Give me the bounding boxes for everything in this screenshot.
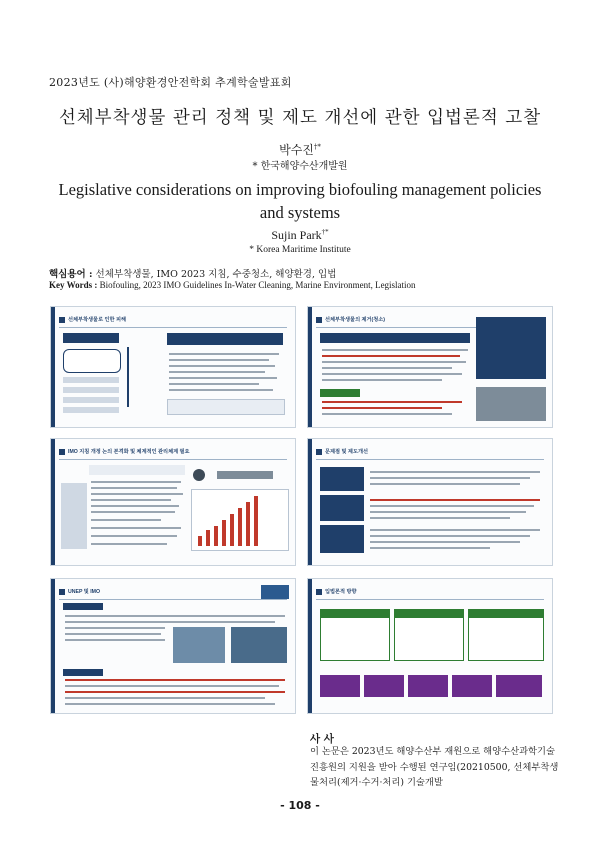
slide-bullet-icon bbox=[316, 449, 322, 455]
affiliation-ko: * 한국해양수산개발원 bbox=[252, 161, 348, 172]
author-ko bbox=[0, 141, 600, 158]
acknowledgement-body: 이 논문은 2023년도 해양수산부 재원으로 해양수산과학기술진흥원의 지원을 받아 수행된 연구임(20210500, 선체부착생물처리(제거·수거·처리) 기술개발 bbox=[310, 746, 559, 788]
diagram-box bbox=[167, 333, 283, 345]
tag bbox=[63, 603, 103, 610]
diagram-box bbox=[63, 387, 119, 393]
label-block bbox=[320, 525, 364, 553]
diagram-box bbox=[63, 397, 119, 403]
slide-heading: 문제점 및 제도개선 bbox=[325, 449, 368, 455]
slide-damage bbox=[50, 306, 296, 428]
author-en-name: Sujin Park bbox=[271, 228, 322, 242]
keywords-ko bbox=[49, 266, 336, 280]
paper-title-ko: 선체부착생물 관리 정책 및 제도 개선에 관한 입법론적 고찰 bbox=[58, 108, 542, 128]
diagram-box bbox=[63, 407, 119, 413]
slide-bullet-icon bbox=[59, 449, 65, 455]
photo bbox=[173, 627, 225, 663]
slide-heading: UNEP 및 IMO bbox=[68, 589, 101, 595]
slide-bullet-icon bbox=[59, 589, 65, 595]
diagram-box bbox=[89, 465, 185, 475]
bar-chart bbox=[191, 489, 289, 551]
document-image bbox=[217, 471, 273, 479]
slide-problems bbox=[307, 438, 553, 566]
slide-imo-guidelines bbox=[50, 438, 296, 566]
slide-bullet-icon bbox=[59, 317, 65, 323]
arrow-step bbox=[452, 675, 492, 697]
globe-icon bbox=[193, 469, 205, 481]
author-ko-mark: †* bbox=[313, 143, 321, 151]
un-logo bbox=[261, 585, 289, 599]
keywords-en bbox=[49, 280, 416, 290]
keywords-ko-label: 핵심용어 : bbox=[49, 269, 93, 280]
slide-heading: IMO 지침 개정 논의 본격화 및 체계적인 관리체계 필요 bbox=[68, 449, 190, 455]
step-box bbox=[394, 609, 464, 661]
author-en-mark: †* bbox=[321, 228, 329, 236]
arrow-step bbox=[408, 675, 448, 697]
acknowledgement-heading: 사 사 bbox=[310, 733, 334, 745]
arrow-step bbox=[496, 675, 542, 697]
author-en bbox=[0, 228, 600, 243]
bracket bbox=[127, 347, 139, 407]
label-block bbox=[320, 467, 364, 491]
diagram-box bbox=[63, 349, 121, 373]
keywords-ko-text: 선체부착생물, IMO 2023 지침, 수중청소, 해양환경, 입법 bbox=[92, 269, 337, 280]
slide-legislative-direction bbox=[307, 578, 553, 714]
slide-heading: 선체부착생물의 제거(청소) bbox=[325, 317, 386, 323]
slide-heading: 입법론적 방향 bbox=[325, 589, 357, 595]
side-panel bbox=[476, 317, 546, 379]
keywords-en-text: Biofouling, 2023 IMO Guidelines In-Water Cleaning, Marine Environment, Legislation bbox=[97, 280, 416, 290]
slide-bullet-icon bbox=[316, 589, 322, 595]
affiliation-en: * Korea Maritime Institute bbox=[249, 245, 351, 255]
slide-bullet-icon bbox=[316, 317, 322, 323]
note-box bbox=[167, 399, 285, 415]
page-number: - 108 - bbox=[280, 799, 320, 812]
keywords-en-label: Key Words : bbox=[49, 280, 98, 290]
diagram-box bbox=[63, 333, 119, 343]
author-ko-name: 박수진 bbox=[279, 143, 314, 157]
tag bbox=[320, 389, 360, 397]
ship-photo bbox=[476, 387, 546, 421]
arrow-step bbox=[364, 675, 404, 697]
step-box bbox=[320, 609, 390, 661]
label-block bbox=[320, 495, 364, 521]
slide-removal bbox=[307, 306, 553, 428]
side-label bbox=[61, 483, 87, 549]
photo bbox=[231, 627, 287, 663]
diagram-box bbox=[320, 333, 470, 343]
conference-header: 2023년도 (사)해양환경안전학회 추계학술발표회 bbox=[49, 76, 292, 89]
tag bbox=[63, 669, 103, 676]
slide-heading: 선체부착생물로 인한 피해 bbox=[68, 317, 127, 323]
arrow-step bbox=[320, 675, 360, 697]
diagram-box bbox=[63, 377, 119, 383]
step-box bbox=[468, 609, 544, 661]
slide-unep-imo bbox=[50, 578, 296, 714]
paper-title-en: Legislative considerations on improving biofouling management policies and systems bbox=[58, 180, 542, 222]
